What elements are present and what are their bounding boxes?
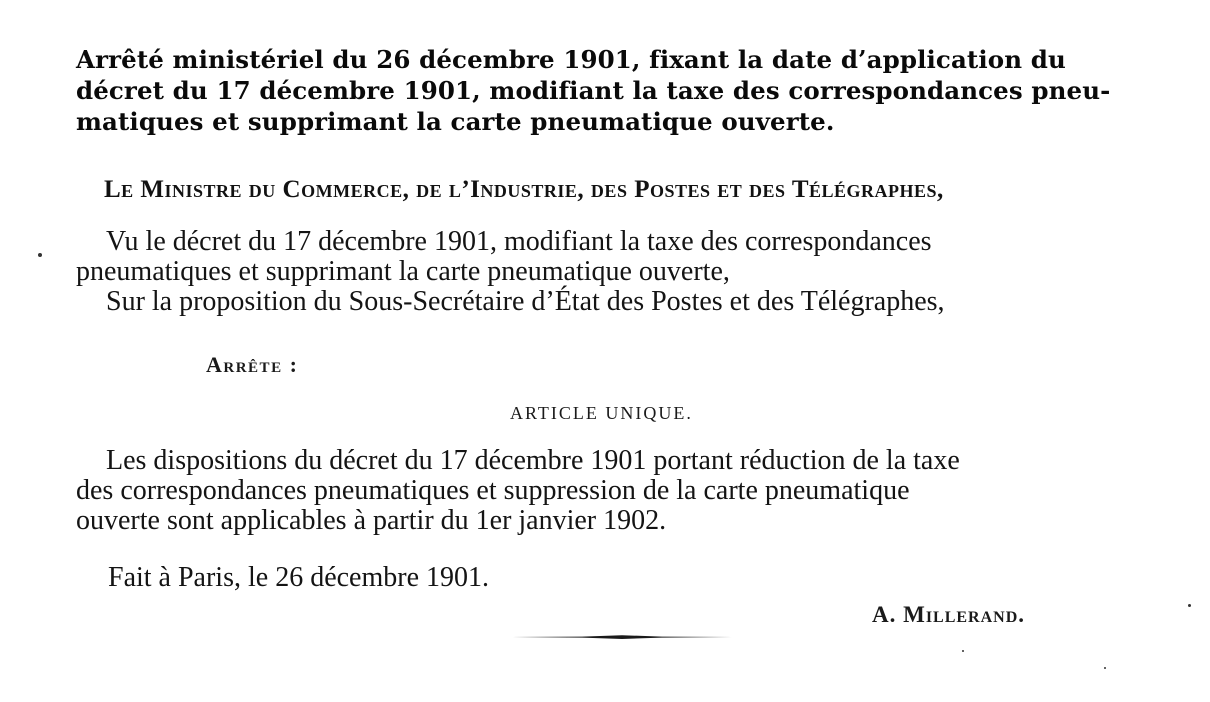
consideration-vu (76, 227, 932, 287)
article-body-line-3: ouverte sont applicables à partir du 1er janvier 1902. (76, 505, 667, 536)
closing-rule (512, 634, 732, 640)
heading-line-3: matiques et supprimant la carte pneumatique ouverte. (76, 107, 835, 136)
consideration-vu-line-1: Vu le décret du 17 décembre 1901, modifiant la taxe des correspondances (106, 226, 932, 257)
minister-title: Le Ministre du Commerce, de l’Industrie, des Postes et des Télégraphes, (104, 176, 944, 203)
heading-line-2: décret du 17 décembre 1901, modifiant la taxe des correspondances pneu- (76, 76, 1111, 105)
scan-speck (1188, 604, 1191, 607)
arrete-label: Arrête : (206, 352, 299, 377)
decree-heading (76, 44, 1196, 137)
scan-speck (962, 650, 964, 652)
scan-speck (1104, 667, 1106, 669)
signature: A. Millerand. (872, 602, 1026, 627)
article-title: ARTICLE UNIQUE. (510, 403, 693, 423)
consideration-sur-line-1: Sur la proposition du Sous-Secrétaire d’État des Postes et des Télégraphes, (106, 286, 945, 317)
heading-line-1: Arrêté ministériel du 26 décembre 1901, fixant la date d’application du (76, 45, 1066, 74)
scan-speck (38, 253, 42, 257)
place-date: Fait à Paris, le 26 décembre 1901. (108, 562, 490, 593)
article-body-line-1: Les dispositions du décret du 17 décembre 1901 portant réduction de la taxe (106, 445, 960, 476)
article-body-line-2: des correspondances pneumatiques et suppression de la carte pneumatique (76, 475, 910, 506)
article-body (76, 446, 960, 536)
consideration-vu-line-2: pneumatiques et supprimant la carte pneumatique ouverte, (76, 256, 730, 287)
consideration-sur (106, 287, 945, 317)
